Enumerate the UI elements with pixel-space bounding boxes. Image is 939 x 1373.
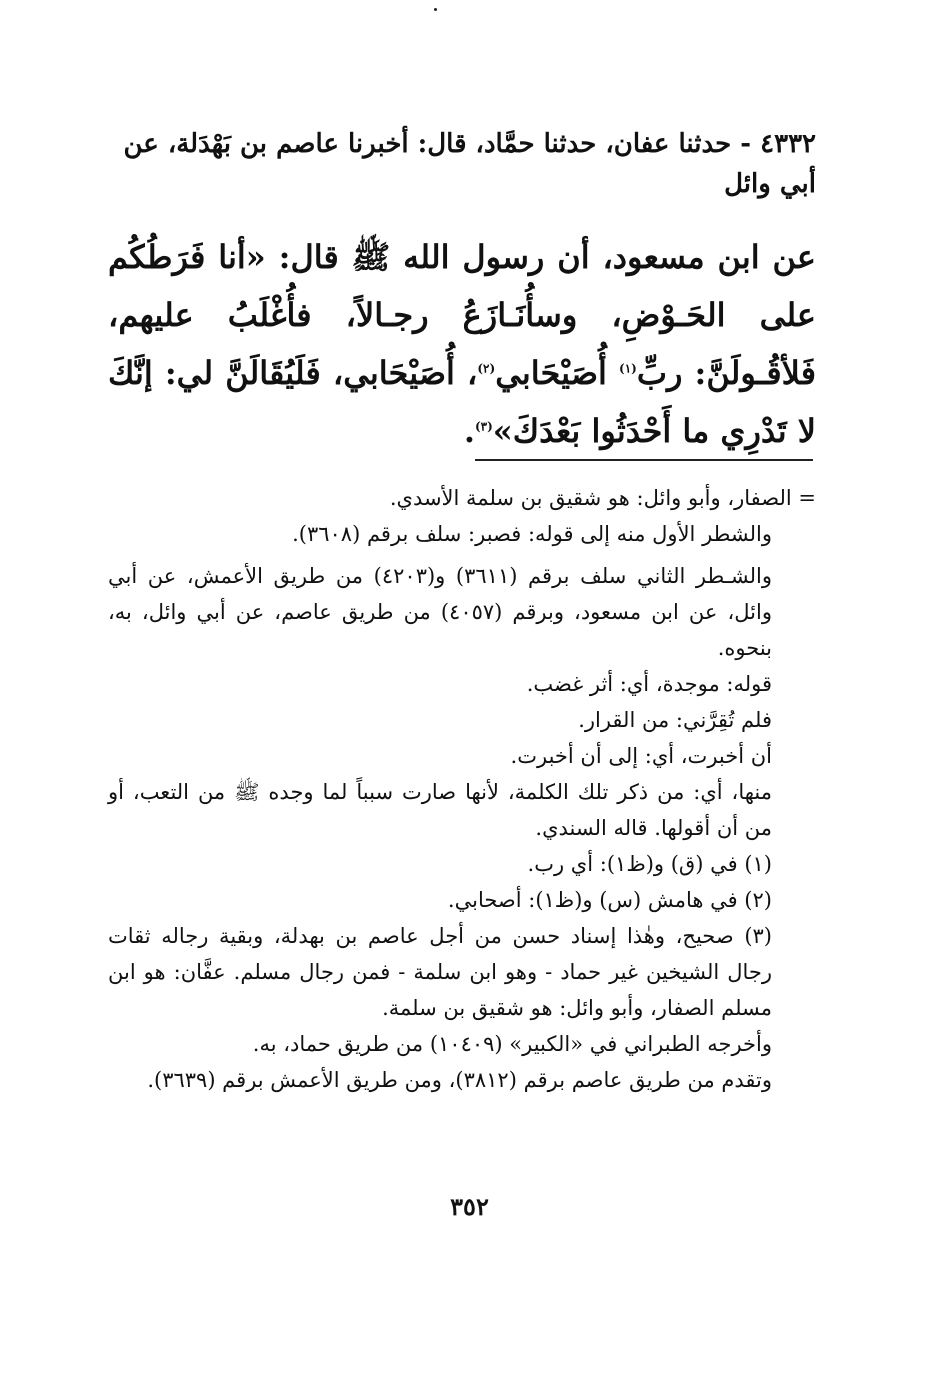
top-mark: [434, 8, 437, 11]
hadith-number: ٤٣٣٢: [760, 129, 816, 159]
page-number: ٣٥٢: [450, 1192, 489, 1221]
footnote-1: (١) في (ق) و(ظ١): أي رب.: [527, 852, 772, 876]
footnote-3-extra-1: وأخرجه الطبراني في «الكبير» (١٠٤٠٩) من طريق حماد، به.: [252, 1032, 772, 1056]
hadith-block: [108, 124, 816, 460]
matn-part-2: أُصَيْحَابي: [495, 354, 607, 392]
footnote-ref-3: (٣): [474, 419, 493, 434]
footnote-continuation-para: والشـطر الثاني سلف برقم (٣٦١١) و(٤٢٠٣) من طريق الأعمش، عن أبي وائل، عن ابن مسعود، وبرقم (٤٠٥٧) من طريق عاصم، عن أبي وائل، به، بنحوه.: [108, 564, 772, 660]
footnote-continuation-2: والشطر الأول منه إلى قوله: فصبر: سلف برقم (٣٦٠٨).: [292, 522, 772, 546]
isnad-line-2: أبي وائل: [724, 169, 816, 199]
isnad-line-1: - حدثنا عفان، حدثنا حمَّاد، قال: أخبرنا عاصم بن بَهْدَلة، عن: [123, 129, 752, 159]
footnote-3: (٣) صحيح، وهٰذا إسناد حسن من أجل عاصم بن بهدلة، وبقية رجاله ثقات رجال الشيخين غير حماد - وهو ابن سلمة - فمن رجال مسلم. عفَّان: هو ابن مسلم الصفار، وأبو وائل: هو شقيق بن سلمة.: [108, 924, 772, 1020]
footnote-ref-1: (١): [619, 361, 637, 376]
footnotes: [108, 480, 816, 1098]
gloss-4: منها، أي: من ذكر تلك الكلمة، لأنها صارت سبباً لما وجده ﷺ من التعب، أو من أن أقولها. قاله السندي.: [108, 780, 772, 840]
footnote-separator: [475, 459, 813, 461]
matn-part-3: ، أُصَيْحَابي، فَلَيُقَالَنَّ لي: إنَّكَ لا تَدْرِي ما أَحْدَثُوا بَعْدَكَ»: [108, 354, 816, 450]
gloss-2: فلم تُقِرَّني: من القرار.: [578, 708, 772, 732]
footnote-continuation-1: = الصفار، وأبو وائل: هو شقيق بن سلمة الأسدي.: [389, 486, 816, 510]
gloss-3: أن أخبرت، أي: إلى أن أخبرت.: [510, 744, 772, 768]
matn-end: .: [463, 412, 475, 450]
matn-part-1: عن ابن مسعود، أن رسول الله ﷺ قال: «أنا فَرَطُكُم على الحَـوْضِ، وسأُنَـازَعُ رجـالاً، فأُغْلَبُ عليهم، فَلأقُـولَنَّ: ربِّ: [108, 238, 817, 392]
footnote-2: (٢) في هامش (س) و(ظ١): أصحابي.: [447, 888, 772, 912]
isnad: [108, 124, 816, 164]
hadith-matn: [108, 228, 816, 460]
footnote-ref-2: (٢): [477, 361, 496, 376]
gloss-1: قوله: موجدة، أي: أثر غضب.: [526, 672, 772, 696]
footnote-3-extra-2: وتقدم من طريق عاصم برقم (٣٨١٢)، ومن طريق الأعمش برقم (٣٦٣٩).: [147, 1068, 772, 1092]
